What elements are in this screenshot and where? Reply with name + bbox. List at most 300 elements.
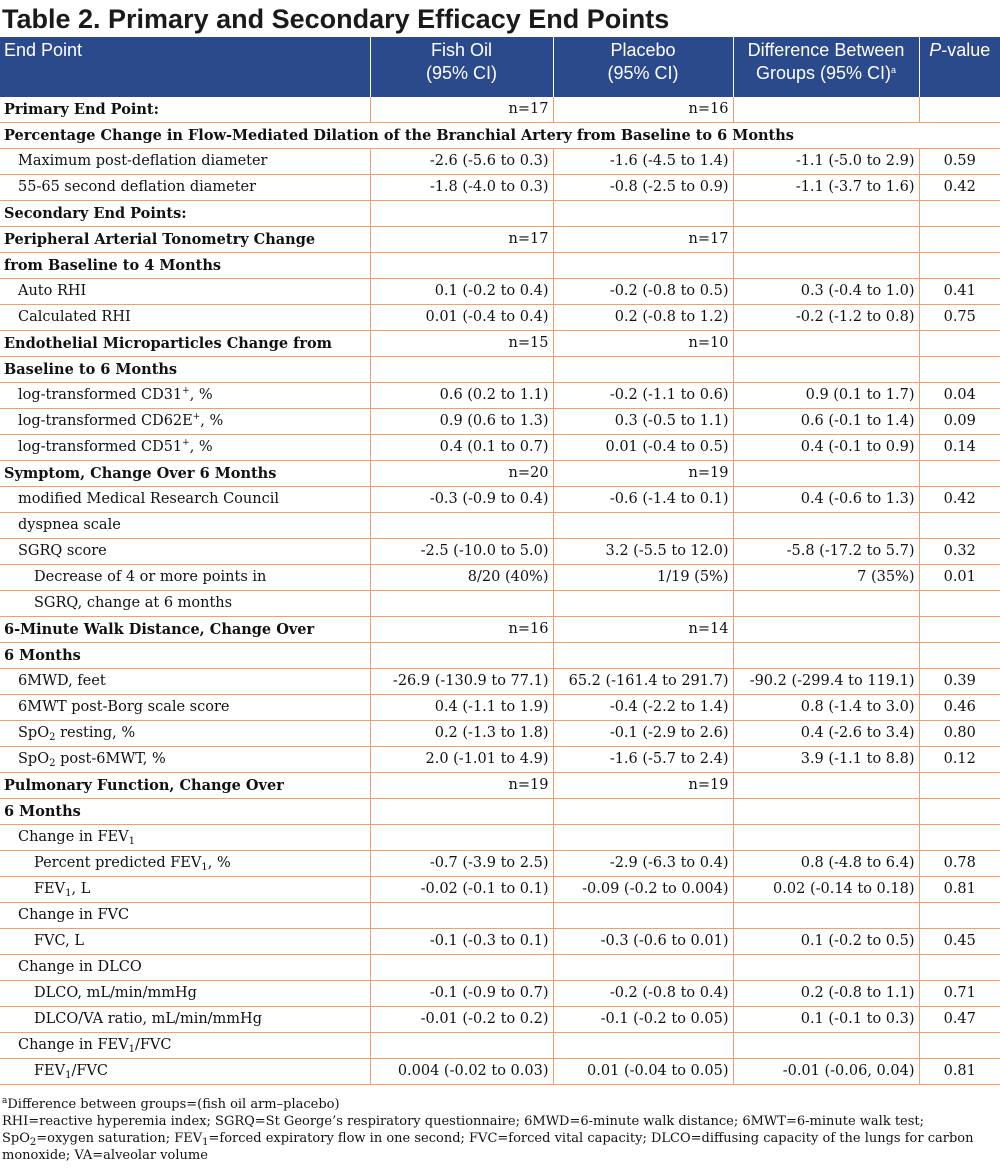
cell-difference: 7 (35%) <box>733 565 919 591</box>
row-label <box>0 695 370 721</box>
cell-difference: 0.6 (-0.1 to 1.4) <box>733 409 919 435</box>
row-label <box>0 279 370 305</box>
row-label-text: Change in DLCO <box>18 959 142 975</box>
row-label-subscript: 2 <box>49 758 56 769</box>
table-row <box>0 981 1000 1007</box>
abbr-sub-2: 1 <box>202 1137 209 1148</box>
cell-fish-oil <box>370 643 553 669</box>
row-label <box>0 435 370 461</box>
row-label <box>0 955 370 981</box>
header-fish-oil-line1: Fish Oil <box>430 40 492 60</box>
table-row <box>0 461 1000 487</box>
header-fish-oil-line2: (95% CI) <box>425 63 497 83</box>
row-label <box>0 591 370 617</box>
cell-placebo: -1.6 (-4.5 to 1.4) <box>553 149 733 175</box>
row-label-text: Calculated RHI <box>18 309 131 325</box>
row-label <box>0 1059 370 1085</box>
row-label-text: Pulmonary Function, Change Over <box>4 777 284 794</box>
cell-p-value: 0.46 <box>919 695 1000 721</box>
abbr-sub-1: 2 <box>29 1137 37 1148</box>
cell-fish-oil: n=17 <box>370 227 553 253</box>
table-row <box>0 851 1000 877</box>
table-row <box>0 149 1000 175</box>
row-label-text: log-transformed CD62E <box>18 413 193 429</box>
row-label-tail: /FVC <box>134 1037 172 1053</box>
table-row <box>0 97 1000 123</box>
cell-difference: 0.8 (-4.8 to 6.4) <box>733 851 919 877</box>
header-p-value <box>919 37 1000 97</box>
row-label-superscript: + <box>182 438 190 448</box>
cell-fish-oil <box>370 799 553 825</box>
cell-p-value: 0.59 <box>919 149 1000 175</box>
table-title: Table 2. Primary and Secondary Efficacy End Points <box>2 4 670 34</box>
table-row <box>0 669 1000 695</box>
table-row <box>0 643 1000 669</box>
row-label <box>0 201 370 227</box>
cell-p-value: 0.42 <box>919 487 1000 513</box>
row-label-text: Baseline to 6 Months <box>4 361 178 378</box>
cell-p-value: 0.75 <box>919 305 1000 331</box>
table-row <box>0 253 1000 279</box>
row-label-text: 6MWT post-Borg scale score <box>18 699 230 715</box>
row-label-text: log-transformed CD51 <box>18 439 183 455</box>
cell-p-value: 0.80 <box>919 721 1000 747</box>
cell-placebo: -0.09 (-0.2 to 0.004) <box>553 877 733 903</box>
row-label-subscript: 1 <box>201 862 208 873</box>
header-difference-footnote-mark: a <box>891 65 897 75</box>
cell-fish-oil <box>370 253 553 279</box>
abbr-part-3: =forced expiratory flow in one second; FVC=forced vital capacity; DLCO=diffusing capacity of the lungs for carbon monoxide; VA=alveolar volume <box>2 1131 974 1163</box>
table-row <box>0 383 1000 409</box>
cell-placebo: -0.1 (-2.9 to 2.6) <box>553 721 733 747</box>
header-difference-line1: Difference Between <box>747 40 905 60</box>
row-label-text: log-transformed CD31 <box>18 387 183 403</box>
cell-p-value: 0.01 <box>919 565 1000 591</box>
footnote-a <box>2 1096 998 1113</box>
cell-placebo: 0.01 (-0.04 to 0.05) <box>553 1059 733 1085</box>
row-label-text: Secondary End Points: <box>4 205 187 222</box>
cell-difference: -0.2 (-1.2 to 0.8) <box>733 305 919 331</box>
table-row <box>0 773 1000 799</box>
cell-difference <box>733 825 919 851</box>
row-label <box>0 305 370 331</box>
row-label-tail: , % <box>189 439 213 455</box>
table-row <box>0 1059 1000 1085</box>
row-label-text: SGRQ score <box>18 543 107 559</box>
cell-placebo: -0.8 (-2.5 to 0.9) <box>553 175 733 201</box>
cell-fish-oil: 0.1 (-0.2 to 0.4) <box>370 279 553 305</box>
cell-difference <box>733 617 919 643</box>
row-label-text: 6-Minute Walk Distance, Change Over <box>4 621 315 638</box>
cell-fish-oil: -0.02 (-0.1 to 0.1) <box>370 877 553 903</box>
cell-difference: -90.2 (-299.4 to 119.1) <box>733 669 919 695</box>
row-label-text: Percentage Change in Flow-Mediated Dilation of the Branchial Artery from Baseline to 6 Months <box>4 127 794 144</box>
row-label-text: FEV <box>34 1063 66 1079</box>
row-label <box>0 331 370 357</box>
cell-fish-oil <box>370 357 553 383</box>
row-label <box>0 383 370 409</box>
cell-difference: 0.9 (0.1 to 1.7) <box>733 383 919 409</box>
row-label <box>0 565 370 591</box>
cell-p-value <box>919 591 1000 617</box>
cell-difference <box>733 331 919 357</box>
table-row <box>0 747 1000 773</box>
cell-difference: -5.8 (-17.2 to 5.7) <box>733 539 919 565</box>
cell-p-value <box>919 799 1000 825</box>
row-label-text: SGRQ, change at 6 months <box>34 595 233 611</box>
cell-difference <box>733 1033 919 1059</box>
cell-fish-oil: n=15 <box>370 331 553 357</box>
cell-fish-oil: -0.01 (-0.2 to 0.2) <box>370 1007 553 1033</box>
row-label-text: Symptom, Change Over 6 Months <box>4 465 277 482</box>
row-label-subscript: 2 <box>49 732 56 743</box>
footnote-a-mark: a <box>2 1096 8 1106</box>
cell-p-value <box>919 513 1000 539</box>
row-label <box>0 357 370 383</box>
row-label-text: Primary End Point: <box>4 101 159 118</box>
cell-difference: 0.1 (-0.1 to 0.3) <box>733 1007 919 1033</box>
cell-fish-oil: 0.004 (-0.02 to 0.03) <box>370 1059 553 1085</box>
cell-placebo: n=14 <box>553 617 733 643</box>
row-label <box>0 669 370 695</box>
cell-placebo <box>553 955 733 981</box>
cell-fish-oil: 0.6 (0.2 to 1.1) <box>370 383 553 409</box>
cell-difference: 0.2 (-0.8 to 1.1) <box>733 981 919 1007</box>
row-label-text: FVC, L <box>34 933 84 949</box>
cell-difference: 0.4 (-2.6 to 3.4) <box>733 721 919 747</box>
cell-difference <box>733 591 919 617</box>
cell-fish-oil: 0.4 (0.1 to 0.7) <box>370 435 553 461</box>
header-difference <box>733 37 919 97</box>
row-label <box>0 175 370 201</box>
cell-fish-oil: 8/20 (40%) <box>370 565 553 591</box>
row-label-tail: /FVC <box>71 1063 109 1079</box>
cell-placebo: -0.4 (-2.2 to 1.4) <box>553 695 733 721</box>
header-fish-oil <box>370 37 553 97</box>
cell-difference <box>733 773 919 799</box>
cell-p-value <box>919 357 1000 383</box>
row-label-tail: , % <box>200 413 224 429</box>
row-label-text: from Baseline to 4 Months <box>4 257 222 274</box>
cell-difference <box>733 903 919 929</box>
cell-placebo: -0.2 (-0.8 to 0.4) <box>553 981 733 1007</box>
cell-difference <box>733 799 919 825</box>
cell-difference: 3.9 (-1.1 to 8.8) <box>733 747 919 773</box>
row-label <box>0 149 370 175</box>
row-label-text: dyspnea scale <box>18 517 121 533</box>
cell-fish-oil: 0.01 (-0.4 to 0.4) <box>370 305 553 331</box>
row-label <box>0 799 370 825</box>
row-label-text: DLCO, mL/min/mmHg <box>34 985 197 1001</box>
table-row <box>0 123 1000 149</box>
cell-p-value <box>919 955 1000 981</box>
cell-p-value <box>919 903 1000 929</box>
cell-fish-oil: -0.1 (-0.9 to 0.7) <box>370 981 553 1007</box>
table-row <box>0 617 1000 643</box>
header-difference-line2: Groups (95% CI) <box>755 63 892 83</box>
row-label <box>0 487 370 513</box>
table-row <box>0 357 1000 383</box>
table-row <box>0 721 1000 747</box>
row-label-tail: , % <box>207 855 231 871</box>
row-label-superscript: + <box>182 386 190 396</box>
row-label <box>0 981 370 1007</box>
row-label-text: Peripheral Arterial Tonometry Change <box>4 231 316 248</box>
cell-difference <box>733 201 919 227</box>
row-label-text: 6 Months <box>4 803 81 820</box>
table-row <box>0 539 1000 565</box>
row-label-text: modified Medical Research Council <box>18 491 279 507</box>
cell-fish-oil: 0.9 (0.6 to 1.3) <box>370 409 553 435</box>
cell-p-value: 0.47 <box>919 1007 1000 1033</box>
row-label-tail: resting, % <box>55 725 136 741</box>
cell-placebo: -0.1 (-0.2 to 0.05) <box>553 1007 733 1033</box>
cell-placebo <box>553 825 733 851</box>
cell-placebo <box>553 591 733 617</box>
table-row <box>0 825 1000 851</box>
table-row <box>0 877 1000 903</box>
row-label <box>0 877 370 903</box>
row-label-text: 6MWD, feet <box>18 673 106 689</box>
cell-p-value <box>919 773 1000 799</box>
row-label <box>0 721 370 747</box>
cell-placebo: -0.3 (-0.6 to 0.01) <box>553 929 733 955</box>
cell-fish-oil: 2.0 (-1.01 to 4.9) <box>370 747 553 773</box>
cell-placebo: 1/19 (5%) <box>553 565 733 591</box>
row-label-tail: , % <box>189 387 213 403</box>
cell-p-value: 0.81 <box>919 877 1000 903</box>
cell-placebo: n=10 <box>553 331 733 357</box>
table-row <box>0 565 1000 591</box>
cell-p-value: 0.09 <box>919 409 1000 435</box>
cell-fish-oil <box>370 591 553 617</box>
row-label <box>0 747 370 773</box>
table-row <box>0 305 1000 331</box>
cell-p-value: 0.04 <box>919 383 1000 409</box>
cell-difference <box>733 513 919 539</box>
cell-difference: 0.4 (-0.6 to 1.3) <box>733 487 919 513</box>
cell-difference <box>733 955 919 981</box>
cell-placebo: 3.2 (-5.5 to 12.0) <box>553 539 733 565</box>
cell-placebo <box>553 1033 733 1059</box>
cell-placebo <box>553 643 733 669</box>
row-label-text: Change in FEV <box>18 1037 129 1053</box>
cell-difference: 0.4 (-0.1 to 0.9) <box>733 435 919 461</box>
cell-p-value: 0.42 <box>919 175 1000 201</box>
cell-fish-oil: n=19 <box>370 773 553 799</box>
footnote-abbreviations <box>2 1113 998 1164</box>
cell-fish-oil: -26.9 (-130.9 to 77.1) <box>370 669 553 695</box>
cell-fish-oil: -0.7 (-3.9 to 2.5) <box>370 851 553 877</box>
efficacy-table <box>0 37 1000 1085</box>
cell-p-value: 0.78 <box>919 851 1000 877</box>
cell-fish-oil: -0.3 (-0.9 to 0.4) <box>370 487 553 513</box>
row-label <box>0 643 370 669</box>
cell-difference: -0.01 (-0.06, 0.04) <box>733 1059 919 1085</box>
cell-placebo: -0.2 (-0.8 to 0.5) <box>553 279 733 305</box>
table-row <box>0 929 1000 955</box>
table-row <box>0 201 1000 227</box>
cell-fish-oil: -2.5 (-10.0 to 5.0) <box>370 539 553 565</box>
row-label-tail: , L <box>71 881 91 897</box>
row-label <box>0 539 370 565</box>
row-label <box>0 773 370 799</box>
cell-p-value <box>919 201 1000 227</box>
row-label-superscript: + <box>192 412 201 422</box>
abbr-part-2: =oxygen saturation; FEV <box>36 1131 203 1146</box>
cell-fish-oil <box>370 903 553 929</box>
row-label-text: SpO <box>18 725 50 741</box>
cell-placebo: 65.2 (-161.4 to 291.7) <box>553 669 733 695</box>
cell-fish-oil <box>370 1033 553 1059</box>
cell-difference: 0.8 (-1.4 to 3.0) <box>733 695 919 721</box>
cell-p-value: 0.39 <box>919 669 1000 695</box>
cell-fish-oil <box>370 513 553 539</box>
cell-p-value <box>919 331 1000 357</box>
table-row <box>0 1007 1000 1033</box>
cell-p-value <box>919 643 1000 669</box>
row-label <box>0 903 370 929</box>
table-row <box>0 903 1000 929</box>
cell-difference <box>733 227 919 253</box>
row-label-text: 6 Months <box>4 647 81 664</box>
row-label-text: Change in FEV <box>18 829 129 845</box>
cell-fish-oil: -2.6 (-5.6 to 0.3) <box>370 149 553 175</box>
table-row <box>0 487 1000 513</box>
cell-p-value <box>919 825 1000 851</box>
cell-difference <box>733 357 919 383</box>
cell-placebo <box>553 799 733 825</box>
row-label-subscript: 1 <box>128 836 135 847</box>
cell-fish-oil: n=16 <box>370 617 553 643</box>
row-label-text: SpO <box>18 751 50 767</box>
row-label <box>0 253 370 279</box>
cell-p-value: 0.32 <box>919 539 1000 565</box>
row-label-text: FEV <box>34 881 66 897</box>
cell-p-value: 0.81 <box>919 1059 1000 1085</box>
cell-p-value <box>919 1033 1000 1059</box>
row-label <box>0 851 370 877</box>
cell-placebo: 0.2 (-0.8 to 1.2) <box>553 305 733 331</box>
row-label-text: Change in FVC <box>18 907 130 923</box>
cell-difference <box>733 97 919 123</box>
cell-placebo: n=19 <box>553 461 733 487</box>
cell-placebo <box>553 903 733 929</box>
row-label-text: 55-65 second deflation diameter <box>18 179 257 195</box>
row-label <box>0 929 370 955</box>
cell-difference: 0.3 (-0.4 to 1.0) <box>733 279 919 305</box>
cell-p-value <box>919 97 1000 123</box>
table-row <box>0 409 1000 435</box>
table-row <box>0 435 1000 461</box>
row-label-text: DLCO/VA ratio, mL/min/mmHg <box>34 1011 262 1027</box>
header-placebo <box>553 37 733 97</box>
header-end-point: End Point <box>0 37 370 97</box>
row-label <box>0 409 370 435</box>
cell-placebo: -2.9 (-6.3 to 0.4) <box>553 851 733 877</box>
row-label-subscript: 1 <box>128 1044 135 1055</box>
table-row <box>0 175 1000 201</box>
cell-p-value <box>919 253 1000 279</box>
table-row <box>0 955 1000 981</box>
cell-fish-oil: 0.4 (-1.1 to 1.9) <box>370 695 553 721</box>
row-label <box>0 1033 370 1059</box>
header-placebo-line2: (95% CI) <box>607 63 679 83</box>
row-label-subscript: 1 <box>65 1070 72 1081</box>
table-row <box>0 279 1000 305</box>
abbr-part-1: RHI=reactive hyperemia index; SGRQ=St George’s respiratory questionnaire; 6MWD=6-minute walk distance; 6MWT=6-minute walk test; SpO <box>2 1114 925 1146</box>
row-label <box>0 1007 370 1033</box>
footnote-a-text: Difference between groups=(fish oil arm–placebo) <box>7 1097 340 1112</box>
cell-fish-oil: 0.2 (-1.3 to 1.8) <box>370 721 553 747</box>
cell-placebo: 0.3 (-0.5 to 1.1) <box>553 409 733 435</box>
cell-placebo <box>553 357 733 383</box>
cell-placebo: n=19 <box>553 773 733 799</box>
table-row <box>0 695 1000 721</box>
cell-placebo: n=17 <box>553 227 733 253</box>
cell-fish-oil <box>370 825 553 851</box>
cell-p-value <box>919 227 1000 253</box>
cell-p-value: 0.45 <box>919 929 1000 955</box>
cell-fish-oil: n=17 <box>370 97 553 123</box>
table-row <box>0 799 1000 825</box>
row-label-tail: post-6MWT, % <box>55 751 166 767</box>
header-p-rest: -value <box>941 40 991 60</box>
cell-placebo: n=16 <box>553 97 733 123</box>
row-label <box>0 617 370 643</box>
table-row <box>0 513 1000 539</box>
cell-placebo: -0.6 (-1.4 to 0.1) <box>553 487 733 513</box>
cell-difference <box>733 461 919 487</box>
row-label <box>0 227 370 253</box>
row-label-text: Endothelial Microparticles Change from <box>4 335 333 352</box>
header-placebo-line1: Placebo <box>610 40 676 60</box>
row-label <box>0 461 370 487</box>
table-row <box>0 227 1000 253</box>
row-label <box>0 123 1000 149</box>
cell-difference <box>733 253 919 279</box>
table-body <box>0 97 1000 1085</box>
row-label <box>0 97 370 123</box>
cell-placebo: 0.01 (-0.4 to 0.5) <box>553 435 733 461</box>
row-label-subscript: 1 <box>65 888 72 899</box>
cell-p-value: 0.12 <box>919 747 1000 773</box>
cell-fish-oil: n=20 <box>370 461 553 487</box>
cell-p-value: 0.14 <box>919 435 1000 461</box>
header-p-italic: P <box>929 40 942 60</box>
cell-placebo <box>553 513 733 539</box>
cell-fish-oil <box>370 955 553 981</box>
cell-difference: -1.1 (-5.0 to 2.9) <box>733 149 919 175</box>
cell-difference: 0.1 (-0.2 to 0.5) <box>733 929 919 955</box>
cell-difference <box>733 643 919 669</box>
header-row <box>0 37 1000 97</box>
table-row <box>0 1033 1000 1059</box>
footnotes <box>2 1096 998 1164</box>
row-label-text: Decrease of 4 or more points in <box>34 569 267 585</box>
table-row <box>0 331 1000 357</box>
cell-fish-oil: -0.1 (-0.3 to 0.1) <box>370 929 553 955</box>
cell-fish-oil: -1.8 (-4.0 to 0.3) <box>370 175 553 201</box>
cell-p-value <box>919 461 1000 487</box>
cell-placebo <box>553 253 733 279</box>
cell-placebo <box>553 201 733 227</box>
row-label-text: Percent predicted FEV <box>34 855 202 871</box>
cell-placebo: -0.2 (-1.1 to 0.6) <box>553 383 733 409</box>
cell-fish-oil <box>370 201 553 227</box>
row-label-text: Maximum post-deflation diameter <box>18 153 268 169</box>
cell-p-value: 0.71 <box>919 981 1000 1007</box>
